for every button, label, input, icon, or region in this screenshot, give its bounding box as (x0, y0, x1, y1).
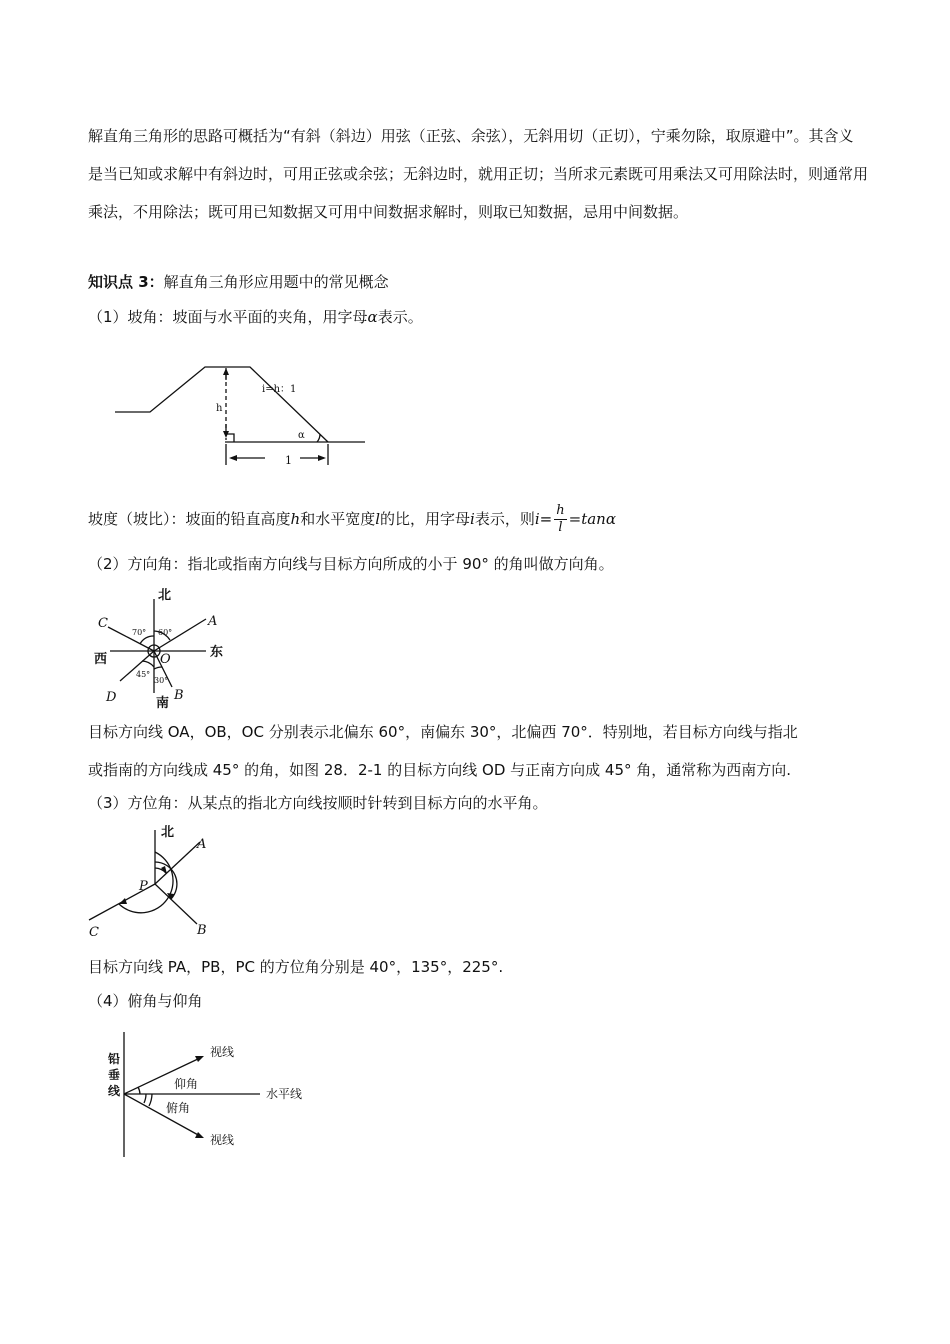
bearing-point-a-label: A (197, 837, 207, 852)
origin-o-label: O (160, 652, 171, 667)
angle-30-label: 30° (154, 676, 169, 685)
section-heading (88, 270, 389, 294)
angle-70-label: 70° (132, 628, 147, 637)
direction-desc-1 (88, 720, 798, 744)
intro-paragraph (88, 117, 868, 231)
grade-h: h (290, 510, 301, 528)
intro-text: 解直角三角形的思路可概括为“有斜（斜边）用弦（正弦、余弦），无斜用切（正切），宁乘勿除，取原避中”。其含义是当已知或求解中有斜边时，可用正弦或余弦；无斜边时，就用正切；当所求元素既可用乘法又可用除法时，则通常用乘法，不用除法；既可用已知数据又可用中间数据求解时，则取已知数据，忌用中间数据。 (88, 127, 869, 221)
direction-figure (88, 585, 238, 710)
bearing-figure (85, 822, 225, 942)
slope-heading-text: （1）坡角：坡面与水平面的夹角，用字母 (88, 308, 368, 326)
section-title: 知识点 3： (88, 273, 164, 291)
bearing-heading-text: （3）方位角：从某点的指北方向线按顺时针转到目标方向的水平角。 (88, 794, 548, 812)
formula-fraction (554, 503, 566, 536)
direction-heading-text: （2）方向角：指北或指南方向线与目标方向所成的小于 90° 的角叫做方向角。 (88, 555, 614, 573)
grade-i: i (470, 510, 475, 528)
grade-text-4: 表示，则 (474, 510, 535, 528)
slope-figure (110, 360, 380, 470)
direction-desc-2-text: 或指南的方向线成 45° 的角，如图 28．2-1 的目标方向线 OD 与正南方向成 45° 角，通常称为西南方向. (88, 761, 792, 779)
west-label: 西 (94, 652, 108, 667)
direction-heading (88, 552, 614, 576)
point-a-label: A (208, 614, 218, 629)
depression-angle-label: 俯角 (166, 1101, 191, 1115)
grade-text-2: 和水平宽度 (300, 510, 376, 528)
angle-60-label: 60° (158, 628, 173, 637)
point-d-label: D (106, 690, 117, 705)
direction-desc-1-text: 目标方向线 OA，OB，OC 分别表示北偏东 60°，南偏东 30°，北偏西 70°．特别地，若目标方向线与指北 (88, 723, 798, 741)
slope-ratio-label: i=h：1 (262, 384, 297, 395)
horizontal-line-label: 水平线 (266, 1087, 303, 1101)
elevation-heading-text: （4）俯角与仰角 (88, 992, 203, 1010)
point-b-label: B (174, 688, 184, 703)
elevation-angle-label: 仰角 (174, 1077, 199, 1091)
alpha-symbol: α (367, 308, 378, 326)
vertical-line-char-1: 铅 (108, 1052, 121, 1066)
bearing-point-p-label: P (139, 879, 148, 894)
formula-tan: =tanα (568, 510, 616, 528)
bearing-point-b-label: B (197, 923, 207, 938)
bearing-heading (88, 791, 548, 815)
vertical-line-char-2: 垂 (108, 1068, 121, 1082)
east-label: 东 (210, 645, 224, 660)
fraction-numerator: h (556, 503, 565, 518)
elevation-heading (88, 989, 203, 1013)
grade-text-1: 坡度（坡比）：坡面的铅直高度 (88, 510, 291, 528)
bearing-desc (88, 955, 503, 979)
slope-heading (88, 305, 423, 329)
fraction-denominator: l (558, 520, 563, 535)
bearing-north-label: 北 (161, 825, 175, 840)
section-subtitle: 解直角三角形应用题中的常见概念 (163, 273, 389, 291)
grade-text-3: 的比，用字母 (380, 510, 471, 528)
south-label: 南 (156, 696, 170, 711)
sight-line-down-label: 视线 (210, 1133, 235, 1147)
slope-heading-tail: 表示。 (377, 308, 423, 326)
elevation-figure (100, 1032, 350, 1162)
slope-grade-line (88, 498, 616, 540)
sight-line-up-label: 视线 (210, 1045, 235, 1059)
bearing-desc-text: 目标方向线 PA，PB，PC 的方位角分别是 40°，135°，225°. (88, 958, 504, 976)
direction-desc-2 (88, 758, 791, 782)
formula-equals: = (539, 510, 553, 528)
bearing-point-c-label: C (89, 925, 99, 940)
formula-i: i (534, 510, 540, 528)
angle-45-label: 45° (136, 670, 151, 679)
point-c-label: C (98, 616, 108, 631)
vertical-line-char-3: 线 (108, 1084, 121, 1098)
angle-alpha-label: α (298, 430, 305, 441)
north-label: 北 (158, 588, 172, 603)
height-label: h (216, 403, 223, 414)
length-label: 1 (285, 454, 292, 467)
grade-l: l (375, 510, 381, 528)
